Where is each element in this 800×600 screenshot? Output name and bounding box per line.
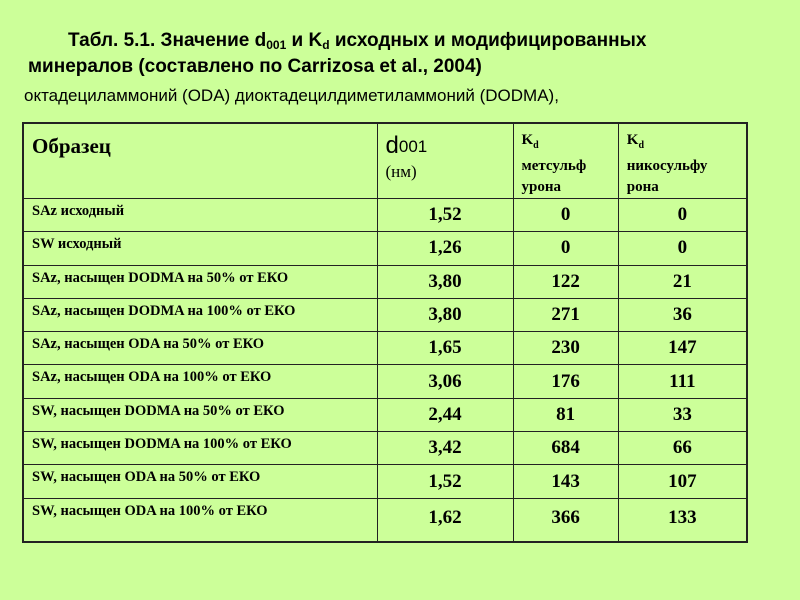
row-d001: 1,52 bbox=[377, 465, 513, 498]
table-header-row bbox=[23, 123, 747, 199]
table-row bbox=[23, 465, 747, 498]
row-d001: 3,06 bbox=[377, 365, 513, 398]
row-kd-metsulfuron: 230 bbox=[513, 332, 618, 365]
row-kd-nicosulfuron: 21 bbox=[618, 265, 747, 298]
table-row bbox=[23, 398, 747, 431]
header-sample: Образец bbox=[23, 123, 377, 199]
table-row bbox=[23, 265, 747, 298]
table-row bbox=[23, 365, 747, 398]
row-kd-nicosulfuron: 0 bbox=[618, 232, 747, 265]
row-d001: 3,42 bbox=[377, 432, 513, 465]
row-kd-metsulfuron: 176 bbox=[513, 365, 618, 398]
row-d001: 1,52 bbox=[377, 199, 513, 232]
header-d001: $d_{001}$ (нм) bbox=[377, 123, 513, 199]
row-d001: 3,80 bbox=[377, 298, 513, 331]
row-name: SAz, насыщен ODA на 100% от ЕКО bbox=[23, 365, 377, 398]
row-kd-nicosulfuron: 0 bbox=[618, 199, 747, 232]
row-name: SW, насыщен ODA на 100% от ЕКО bbox=[23, 498, 377, 542]
row-kd-nicosulfuron: 66 bbox=[618, 432, 747, 465]
row-kd-metsulfuron: 0 bbox=[513, 232, 618, 265]
table-row bbox=[23, 432, 747, 465]
row-name: SW исходный bbox=[23, 232, 377, 265]
row-d001: 1,26 bbox=[377, 232, 513, 265]
data-table bbox=[22, 122, 748, 543]
row-kd-metsulfuron: 143 bbox=[513, 465, 618, 498]
row-kd-metsulfuron: 0 bbox=[513, 199, 618, 232]
header-kd-metsulfuron: $K_d$ метсульф урона bbox=[513, 123, 618, 199]
subtitle: октадециламмоний (ODA) диоктадецилдиметиламмоний (DODMA), bbox=[24, 86, 559, 105]
row-kd-metsulfuron: 271 bbox=[513, 298, 618, 331]
row-kd-nicosulfuron: 33 bbox=[618, 398, 747, 431]
row-kd-metsulfuron: 122 bbox=[513, 265, 618, 298]
row-d001: 2,44 bbox=[377, 398, 513, 431]
row-name: SAz, насыщен DODMA на 100% от ЕКО bbox=[23, 298, 377, 331]
row-kd-metsulfuron: 366 bbox=[513, 498, 618, 542]
row-name: SAz, насыщен ODA на 50% от ЕКО bbox=[23, 332, 377, 365]
row-kd-nicosulfuron: 147 bbox=[618, 332, 747, 365]
row-kd-nicosulfuron: 111 bbox=[618, 365, 747, 398]
row-d001: 3,80 bbox=[377, 265, 513, 298]
row-name: SAz исходный bbox=[23, 199, 377, 232]
table-row bbox=[23, 332, 747, 365]
row-kd-nicosulfuron: 36 bbox=[618, 298, 747, 331]
table-row bbox=[23, 199, 747, 232]
row-kd-nicosulfuron: 107 bbox=[618, 465, 747, 498]
slide-title bbox=[24, 28, 764, 80]
row-kd-metsulfuron: 81 bbox=[513, 398, 618, 431]
row-kd-metsulfuron: 684 bbox=[513, 432, 618, 465]
row-name: SAz, насыщен DODMA на 50% от ЕКО bbox=[23, 265, 377, 298]
row-name: SW, насыщен ODA на 50% от ЕКО bbox=[23, 465, 377, 498]
row-d001: 1,62 bbox=[377, 498, 513, 542]
title-line-1: Табл. 5.1. Значение $d_{001}$ и $K_d$ исходных и модифицированных bbox=[68, 30, 647, 52]
row-kd-nicosulfuron: 133 bbox=[618, 498, 747, 542]
title-line-2: минералов (составлено по Carrizosa et al., 2004) bbox=[28, 56, 482, 77]
row-name: SW, насыщен DODMA на 100% от ЕКО bbox=[23, 432, 377, 465]
table-row bbox=[23, 232, 747, 265]
table-row bbox=[23, 498, 747, 542]
row-name: SW, насыщен DODMA на 50% от ЕКО bbox=[23, 398, 377, 431]
header-kd-nicosulfuron: $K_d$ никосульфу рона bbox=[618, 123, 747, 199]
row-d001: 1,65 bbox=[377, 332, 513, 365]
table-row bbox=[23, 298, 747, 331]
